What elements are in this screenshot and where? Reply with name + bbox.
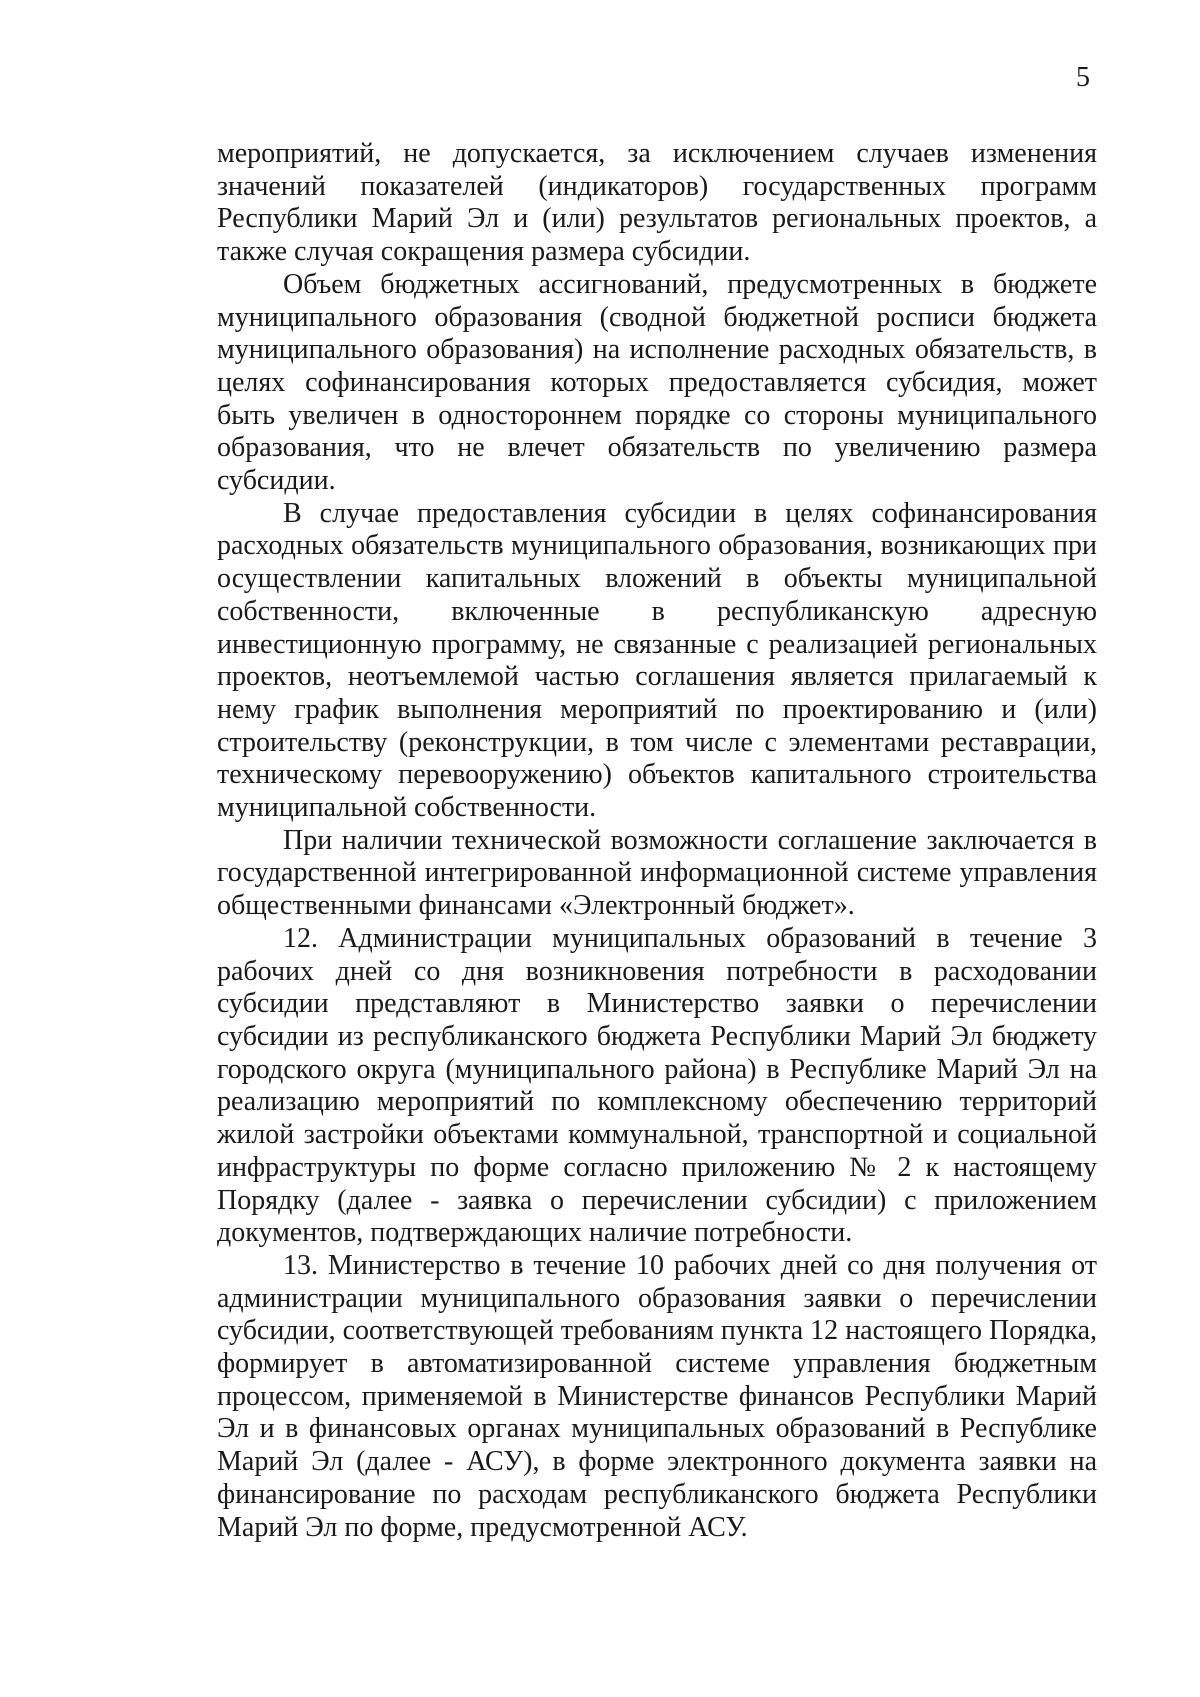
paragraph-electronic-budget: При наличии технической возможности соглашение заключается в государственной интегрированной информационной системе управления общественными финансами «Электронный бюджет». [217,824,1097,922]
paragraph-budget-allocations: Объем бюджетных ассигнований, предусмотренных в бюджете муниципального образования (сводной бюджетной росписи бюджета муниципального образования) на исполнение расходных обязательств, в целях софинансирования которых предоставляется субсидия, может быть увеличен в одностороннем порядке со стороны муниципального образования, что не влечет обязательств по увеличению размера субсидии. [217,268,1097,497]
page-number: 5 [1076,62,1090,93]
paragraph-item-13: 13. Министерство в течение 10 рабочих дней со дня получения от администрации муниципального образования заявки о перечислении субсидии, соответствующей требованиям пункта 12 настоящего Порядка, формирует в автоматизированной системе управления бюджетным процессом, применяемой в Министерстве финансов Республики Марий Эл и в финансовых органах муниципальных образований в Республике Марий Эл (далее - АСУ), в форме электронного документа заявки на финансирование по расходам республиканского бюджета Республики Марий Эл по форме, предусмотренной АСУ. [217,1249,1097,1543]
paragraph-item-12: 12. Администрации муниципальных образований в течение 3 рабочих дней со дня возникновения потребности в расходовании субсидии представляют в Министерство заявки о перечислении субсидии из республиканского бюджета Республики Марий Эл бюджету городского округа (муниципального района) в Республике Марий Эл на реализацию мероприятий по комплексному обеспечению территорий жилой застройки объектами коммунальной, транспортной и социальной инфраструктуры по форме согласно приложению № 2 к настоящему Порядку (далее - заявка о перечислении субсидии) с приложением документов, подтверждающих наличие потребности. [217,922,1097,1249]
paragraph-capital-investments: В случае предоставления субсидии в целях софинансирования расходных обязательств муниципального образования, возникающих при осуществлении капитальных вложений в объекты муниципальной собственности, включенные в республиканскую адресную инвестиционную программу, не связанные с реализацией региональных проектов, неотъемлемой частью соглашения является прилагаемый к нему график выполнения мероприятий по проектированию и (или) строительству (реконструкции, в том числе с элементами реставрации, техническому перевооружению) объектов капитального строительства муниципальной собственности. [217,497,1097,824]
paragraph-continuation: мероприятий, не допускается, за исключением случаев изменения значений показателей (индикаторов) государственных программ Республики Марий Эл и (или) результатов региональных проектов, а также случая сокращения размера субсидии. [217,138,1097,268]
document-body [217,138,1097,1544]
